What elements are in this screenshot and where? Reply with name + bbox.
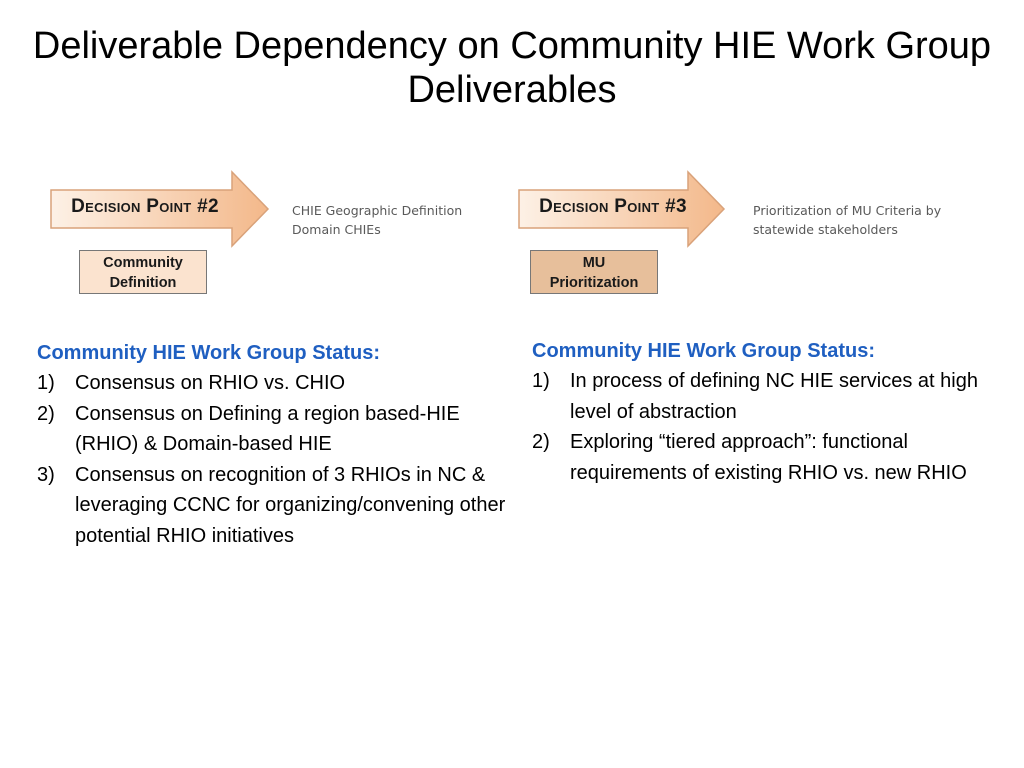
decision-point-label: Decision Point #3 xyxy=(539,196,687,217)
list-item: 2) Exploring “tiered approach”: functional requirements of existing RHIO vs. new RHIO xyxy=(532,431,967,484)
list-item: 1) Consensus on RHIO vs. CHIO xyxy=(37,372,346,394)
status-heading: Community HIE Work Group Status: xyxy=(532,340,875,362)
status-heading: Community HIE Work Group Status: xyxy=(37,342,380,364)
page-title: Deliverable Dependency on Community HIE Work Group Deliverables xyxy=(32,25,992,111)
right-status-section xyxy=(532,336,992,488)
decision-point-3-arrow xyxy=(518,170,738,250)
mu-prioritization-box: MU Prioritization xyxy=(530,250,658,294)
left-status-section xyxy=(37,338,507,551)
list-item: 2) Consensus on Defining a region based-HIE (RHIO) & Domain-based HIE xyxy=(37,402,460,455)
status-list xyxy=(37,368,507,551)
decision-point-label: Decision Point #2 xyxy=(71,196,219,217)
list-item: 1) In process of defining NC HIE services at high level of abstraction xyxy=(532,370,978,423)
status-list xyxy=(532,366,992,488)
list-item: 3) Consensus on recognition of 3 RHIOs in NC & leveraging CCNC for organizing/convening other potential RHIO initiatives xyxy=(37,463,506,547)
decision-point-description: CHIE Geographic Definition Domain CHIEs xyxy=(292,203,463,237)
decision-point-description: Prioritization of MU Criteria by statewide stakeholders xyxy=(753,203,942,237)
community-definition-box: Community Definition xyxy=(79,250,207,294)
decision-point-2-arrow xyxy=(50,170,270,250)
